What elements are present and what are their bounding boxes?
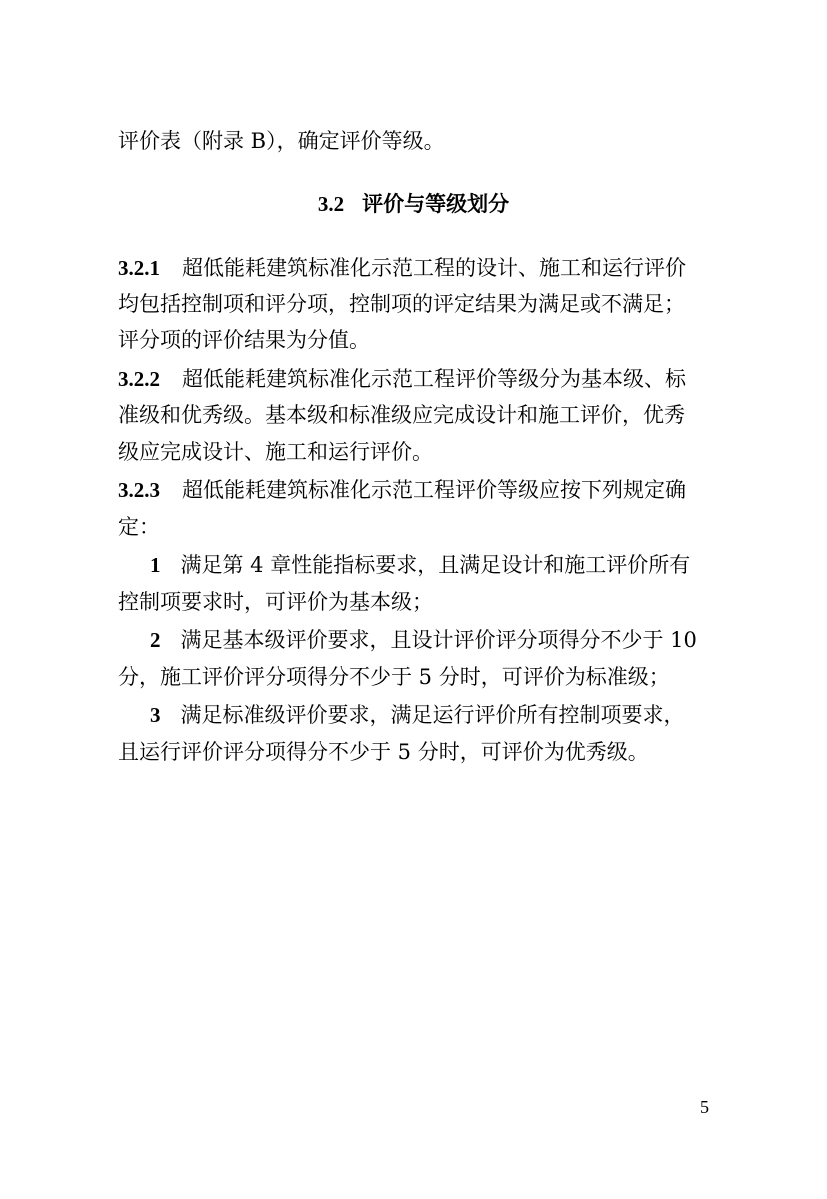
clause-text: 超低能耗建筑标准化示范工程的设计、施工和运行评价: [182, 256, 686, 280]
clause-text: 超低能耗建筑标准化示范工程评价等级分为基本级、标: [182, 367, 686, 391]
item-number: 1: [150, 553, 161, 577]
item-text: 满足第 4 章性能指标要求，且满足设计和施工评价所有: [180, 553, 691, 577]
section-title: 评价与等级划分: [362, 191, 510, 216]
clause-3-2-2-line-1: [118, 369, 718, 390]
page-number: 5: [700, 1097, 709, 1117]
clause-3-2-3-line-2: 定：: [118, 515, 160, 539]
clause-number: 3.2.3: [118, 478, 160, 502]
item-1-line-2: 控制项要求时，可评价为基本级；: [118, 590, 433, 614]
item-text: 满足基本级评价要求，且设计评价评分项得分不少于 10: [180, 628, 697, 652]
section-number: 3.2: [317, 192, 345, 216]
section-heading: [0, 193, 827, 215]
clause-3-2-2-line-2: 准级和优秀级。基本级和标准级应完成设计和施工评价，优秀: [118, 403, 685, 427]
clause-3-2-3-line-1: [118, 480, 718, 501]
clause-3-2-2-line-3: 级应完成设计、施工和运行评价。: [118, 440, 433, 464]
clause-3-2-1-line-2: 均包括控制项和评分项，控制项的评定结果为满足或不满足；: [118, 292, 685, 316]
item-2-line-2: 分，施工评价评分项得分不少于 5 分时，可评价为标准级；: [118, 665, 670, 689]
clause-number: 3.2.1: [118, 256, 160, 280]
clause-number: 3.2.2: [118, 367, 160, 391]
item-number: 3: [150, 703, 161, 727]
intro-line: 评价表（附录 B），确定评价等级。: [118, 129, 445, 153]
item-3-line-1: [150, 705, 750, 726]
clause-3-2-1-line-1: [118, 258, 718, 279]
item-text: 满足标准级评价要求，满足运行评价所有控制项要求，: [180, 703, 685, 727]
item-2-line-1: [150, 630, 750, 651]
clause-3-2-1-line-3: 评分项的评价结果为分值。: [118, 328, 370, 352]
item-1-line-1: [150, 555, 750, 576]
item-number: 2: [150, 628, 161, 652]
item-3-line-2: 且运行评价评分项得分不少于 5 分时，可评价为优秀级。: [118, 740, 649, 764]
clause-text: 超低能耗建筑标准化示范工程评价等级应按下列规定确: [182, 478, 686, 502]
